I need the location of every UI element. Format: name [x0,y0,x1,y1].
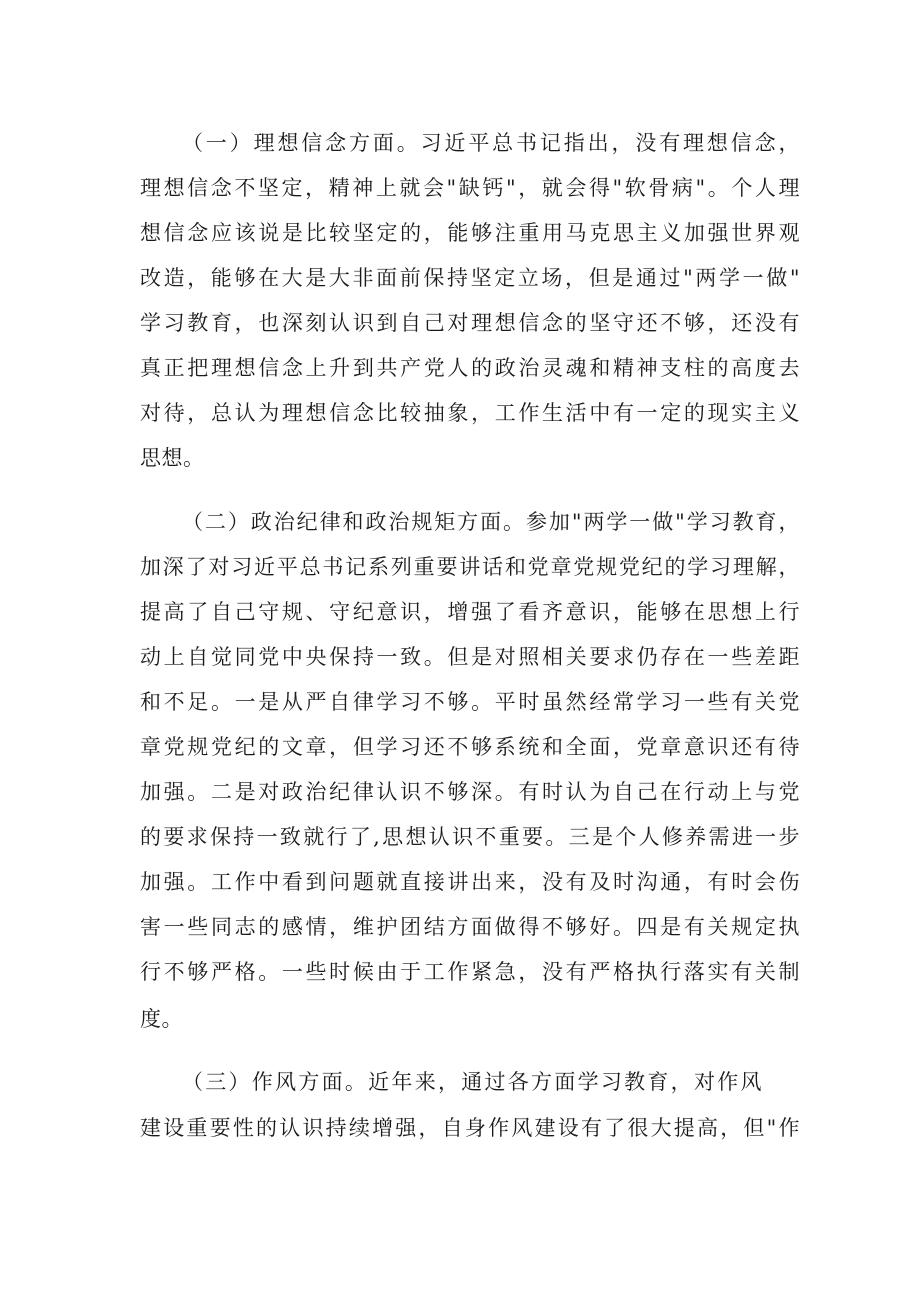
paragraph-line: 度。 [140,1007,183,1031]
paragraph-line: （二）政治纪律和政治规矩方面。参加"两学一做"学习教育， [182,510,800,534]
paragraph-line: 改造，能够在大是大非面前保持坚定立场，但是通过"两学一做" [140,266,800,290]
paragraph-line: （一）理想信念方面。习近平总书记指出，没有理想信念， [182,131,800,155]
paragraph-line: 害一些同志的感情，维护团结方面做得不够好。四是有关规定执 [140,915,800,939]
paragraph-line: 行不够严格。一些时候由于工作紧急，没有严格执行落实有关制 [140,960,800,984]
paragraph-line: 提高了自己守规、守纪意识，增强了看齐意识，能够在思想上行 [140,600,800,624]
paragraph-line: 学习教育，也深刻认识到自己对理想信念的坚守还不够，还没有 [140,311,800,335]
paragraph-line: 思想。 [140,446,205,470]
paragraph-line: 理想信念不坚定，精神上就会"缺钙"，就会得"软骨病"。个人理 [140,176,800,200]
paragraph-line: 和不足。一是从严自律学习不够。平时虽然经常学习一些有关党 [140,690,800,714]
paragraph-line: 加强。工作中看到问题就直接讲出来，没有及时沟通，有时会伤 [140,870,800,894]
paragraph-line: 的要求保持一致就行了,思想认识不重要。三是个人修养需进一步 [140,825,800,849]
paragraph-line: 真正把理想信念上升到共产党人的政治灵魂和精神支柱的高度去 [140,356,800,380]
paragraph-line: （三）作风方面。近年来，通过各方面学习教育，对作风 [182,1070,762,1094]
paragraph-line: 加强。二是对政治纪律认识不够深。有时认为自己在行动上与党 [140,780,800,804]
paragraph-line: 建设重要性的认识持续增强，自身作风建设有了很大提高，但"作 [140,1116,800,1140]
paragraph-line: 章党规党纪的文章，但学习还不够系统和全面，党章意识还有待 [140,735,800,759]
paragraph-line: 动上自觉同党中央保持一致。但是对照相关要求仍存在一些差距 [140,645,800,669]
paragraph-line: 加深了对习近平总书记系列重要讲话和党章党规党纪的学习理解， [140,555,800,579]
paragraph-line: 想信念应该说是比较坚定的，能够注重用马克思主义加强世界观 [140,221,800,245]
paragraph-line: 对待，总认为理想信念比较抽象，工作生活中有一定的现实主义 [140,401,800,425]
